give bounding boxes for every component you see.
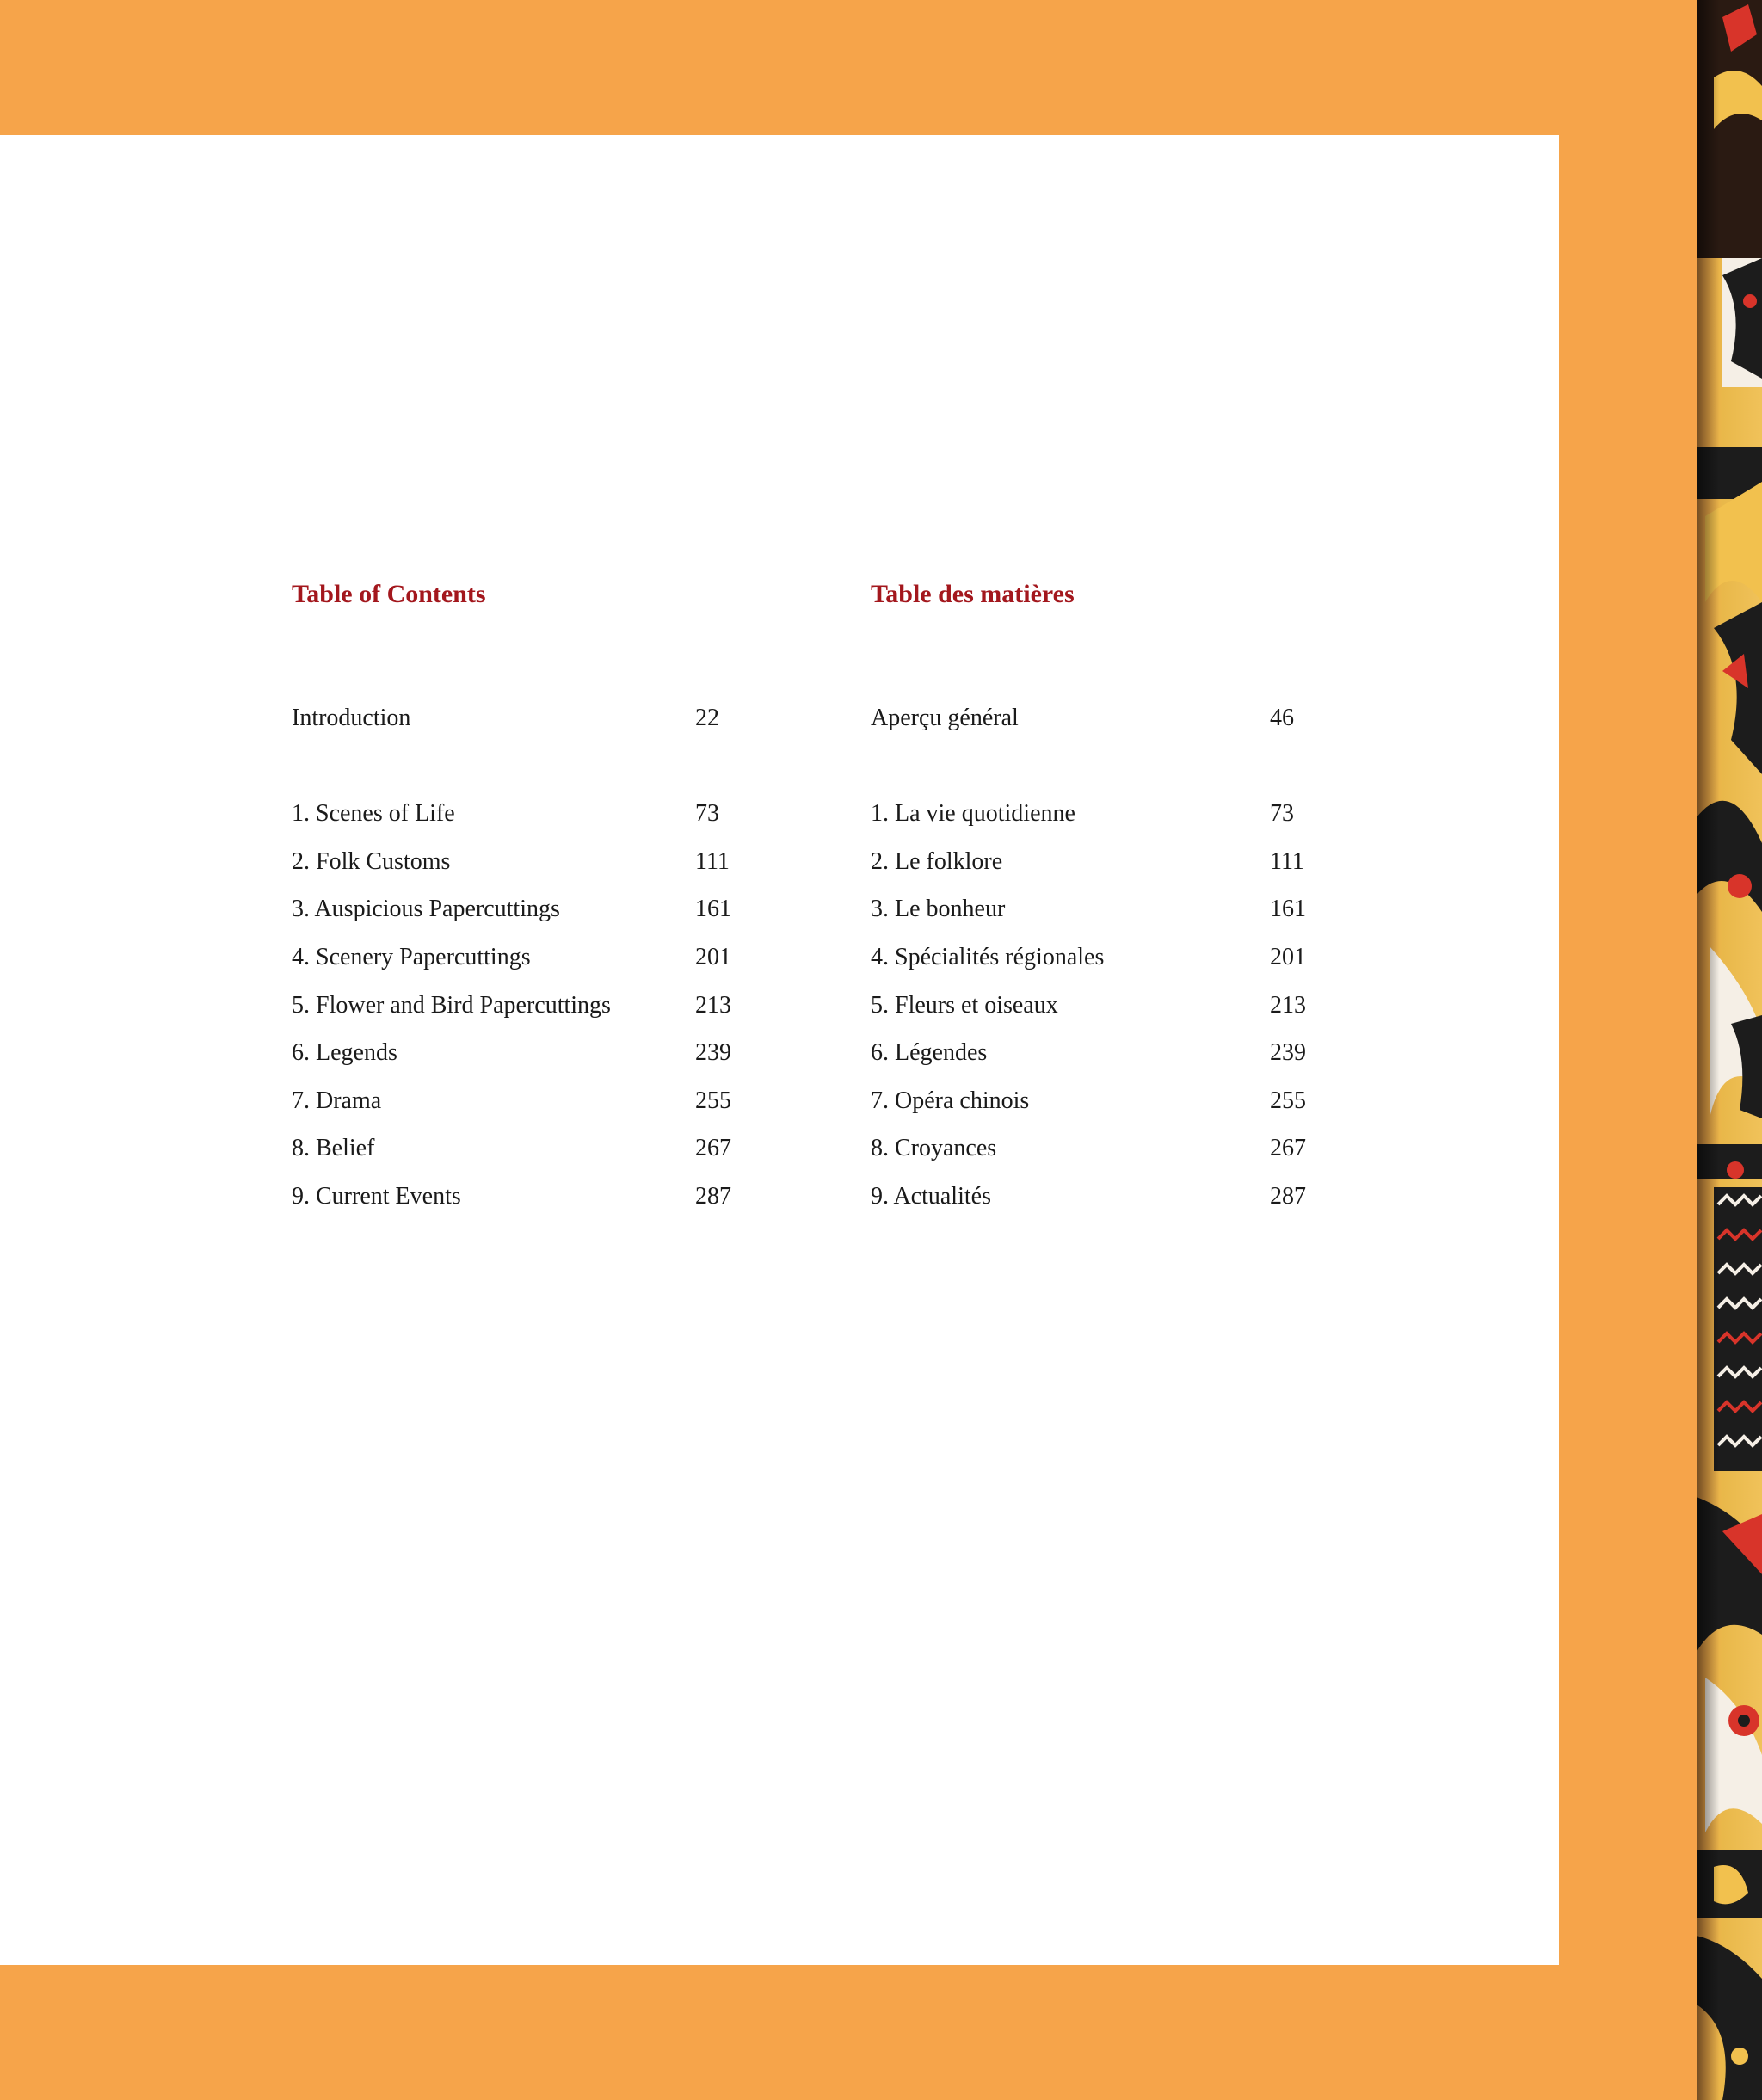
toc-entry-page: 73 [695, 800, 719, 827]
toc-entry-label: 4. Scenery Papercuttings [292, 944, 531, 970]
toc-entry-croyances [871, 1131, 1318, 1166]
toc-english [292, 577, 739, 1210]
toc-entry-label: 7. Opéra chinois [871, 1087, 1030, 1114]
toc-entry-page: 239 [695, 1039, 731, 1066]
toc-entry-label: Aperçu général [871, 705, 1019, 731]
toc-entry-auspicious-papercuttings [292, 892, 739, 927]
toc-entry-label: 1. La vie quotidienne [871, 800, 1075, 827]
toc-entry-page: 201 [1270, 944, 1306, 970]
toc-entry-scenes-of-life [292, 797, 739, 831]
papercut-pattern-icon [1697, 0, 1762, 2100]
toc-entry-legends [292, 1036, 739, 1070]
toc-entry-current-events [292, 1179, 739, 1214]
toc-entry-label: 4. Spécialités régionales [871, 944, 1105, 970]
toc-entry-label: Introduction [292, 705, 411, 731]
toc-entry-page: 255 [1270, 1087, 1306, 1114]
toc-entry-page: 287 [1270, 1183, 1306, 1210]
toc-entry-label: 9. Current Events [292, 1183, 461, 1210]
toc-entry-label: 2. Le folklore [871, 848, 1003, 875]
toc-entry-legendes [871, 1036, 1318, 1070]
toc-entry-actualites [871, 1179, 1318, 1214]
toc-entry-label: 8. Belief [292, 1135, 375, 1161]
toc-entry-label: 6. Legends [292, 1039, 397, 1066]
toc-entry-page: 255 [695, 1087, 731, 1114]
toc-title-english: Table of Contents [292, 580, 486, 608]
toc-entry-label: 8. Croyances [871, 1135, 997, 1161]
toc-entry-label: 7. Drama [292, 1087, 382, 1114]
toc-entry-label: 9. Actualités [871, 1183, 991, 1210]
toc-title-french: Table des matières [871, 580, 1075, 608]
toc-entry-label: 5. Flower and Bird Papercuttings [292, 992, 611, 1019]
document-page [0, 135, 1559, 1965]
toc-entry-le-folklore [871, 845, 1318, 879]
toc-entry-label: 6. Légendes [871, 1039, 988, 1066]
toc-entry-drama [292, 1084, 739, 1118]
toc-entry-page: 111 [1270, 848, 1304, 875]
toc-entry-page: 73 [1270, 800, 1294, 827]
toc-entry-page: 46 [1270, 705, 1294, 731]
toc-entry-page: 287 [695, 1183, 731, 1210]
toc-entry-apercu-general [871, 701, 1318, 736]
toc-entry-folk-customs [292, 845, 739, 879]
toc-entry-introduction [292, 701, 739, 736]
toc-entry-page: 22 [695, 705, 719, 731]
papercut-border-decoration [1697, 0, 1762, 2100]
toc-entry-page: 267 [1270, 1135, 1306, 1161]
toc-entry-page: 201 [695, 944, 731, 970]
toc-entry-fleurs-et-oiseaux [871, 988, 1318, 1023]
toc-entry-label: 2. Folk Customs [292, 848, 451, 875]
toc-entry-page: 213 [695, 992, 731, 1019]
toc-entry-page: 267 [695, 1135, 731, 1161]
toc-entry-belief [292, 1131, 739, 1166]
toc-entry-specialites-regionales [871, 940, 1318, 975]
toc-entry-label: 3. Le bonheur [871, 896, 1006, 922]
toc-entry-label: 5. Fleurs et oiseaux [871, 992, 1058, 1019]
toc-entry-le-bonheur [871, 892, 1318, 927]
toc-entry-page: 213 [1270, 992, 1306, 1019]
toc-entry-page: 111 [695, 848, 730, 875]
toc-entry-la-vie-quotidienne [871, 797, 1318, 831]
toc-french [871, 577, 1318, 1210]
toc-entry-page: 239 [1270, 1039, 1306, 1066]
toc-entry-scenery-papercuttings [292, 940, 739, 975]
toc-entry-page: 161 [695, 896, 731, 922]
toc-entry-label: 3. Auspicious Papercuttings [292, 896, 560, 922]
toc-entry-label: 1. Scenes of Life [292, 800, 455, 827]
toc-entry-opera-chinois [871, 1084, 1318, 1118]
toc-entry-page: 161 [1270, 896, 1306, 922]
toc-entry-flower-and-bird-papercuttings [292, 988, 739, 1023]
